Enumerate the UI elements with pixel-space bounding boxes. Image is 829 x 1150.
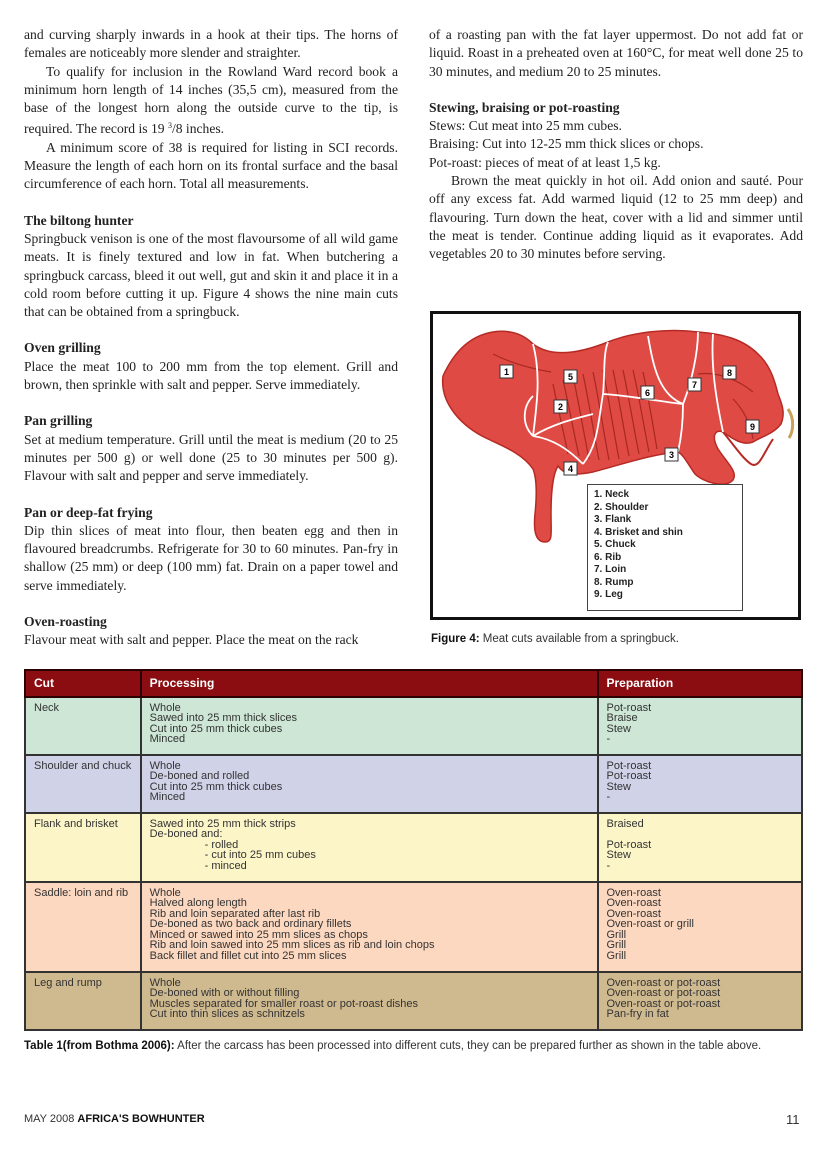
table-row (25, 755, 802, 813)
preparation-line: Braised (606, 817, 644, 830)
braising-line: Braising: Cut into 12-25 mm thick slices or chops. (429, 136, 704, 152)
preparation-line: Grill (606, 939, 627, 951)
stews-line: Stews: Cut meat into 25 mm cubes. (429, 118, 622, 134)
processing-cell (141, 972, 598, 1030)
footer-date: MAY 2008 (24, 1113, 78, 1125)
processing-line: Whole (149, 976, 181, 989)
footer-publication (24, 1113, 205, 1125)
preparation-line: Stew (606, 722, 631, 735)
processing-line: Sawed into 25 mm thick strips (149, 817, 296, 830)
paragraph: Brown the meat quickly in hot oil. Add onion and sauté. Pour off any excess fat. Add warmed liquid (12 to 25 mm deep) and flavouring. Turn down the heat, cover with a lid and simmer until the meat is tender. Continue adding liquid as it evaporates. Add vegetables 20 to 30 minutes before serving. (429, 173, 803, 262)
processing-line: De-boned with or without filling (149, 987, 300, 999)
processing-line: Rib and loin sawed into 25 mm slices as rib and loin chops (149, 939, 435, 951)
processing-line: Sawed into 25 mm thick slices (149, 712, 297, 724)
figure-caption-label: Figure 4: (431, 633, 480, 645)
preparation-line: Oven-roast (606, 907, 661, 920)
table-row (25, 882, 802, 972)
paragraph: A minimum score of 38 is required for listing in SCI records. Measure the length of each horn on its frontal surface and the basal circumference of each horn. Total all measurements. (24, 139, 398, 192)
table-caption-text: After the carcass has been processed into different cuts, they can be prepared further as shown in the table above. (174, 1040, 762, 1052)
section-heading: Oven-roasting (24, 614, 107, 630)
processing-line: Whole (149, 701, 181, 714)
preparation-line: Oven-roast or pot-roast (606, 976, 721, 989)
processing-line: Minced (149, 791, 186, 803)
preparation-line: Oven-roast or pot-roast (606, 987, 721, 999)
preparation-cell (598, 755, 803, 813)
section-heading: Stewing, braising or pot-roasting (429, 99, 620, 115)
processing-line: - minced (204, 859, 247, 872)
paragraph: Set at medium temperature. Grill until the meat is medium (20 to 25 minutes per 500 g) or well done (25 to 30 minutes per 500 g). Flavour with salt and pepper and serve immediately. (24, 431, 398, 484)
preparation-line: Oven-roast or pot-roast (606, 997, 721, 1010)
preparation-cell (598, 813, 803, 882)
preparation-line: Grill (606, 928, 627, 941)
processing-line: Muscles separated for smaller roast or pot-roast dishes (149, 997, 418, 1010)
processing-cell (141, 755, 598, 813)
figure-caption (431, 633, 679, 645)
preparation-line: Oven-roast or grill (606, 918, 694, 930)
cut-number: 2 (557, 402, 564, 412)
cut-cell: Leg and rump (25, 972, 141, 1030)
preparation-line: Stew (606, 849, 631, 861)
table-caption-label: Table 1(from Bothma 2006): (24, 1040, 175, 1052)
preparation-line: Oven-roast (606, 886, 661, 899)
column-header: Processing (141, 670, 598, 697)
legend-item: 1. Neck (594, 489, 630, 500)
paragraph: Place the meat 100 to 200 mm from the top element. Grill and brown, then sprinkle with salt and pepper. Serve immediately. (24, 358, 398, 393)
processing-line: Minced (149, 733, 186, 745)
figure-caption-text: Meat cuts available from a springbuck. (479, 633, 679, 645)
legend-item: 6. Rib (594, 551, 622, 563)
cut-number: 9 (749, 422, 756, 432)
preparation-cell (598, 697, 803, 755)
legend-item: 2. Shoulder (594, 501, 649, 513)
processing-line: De-boned and rolled (149, 770, 250, 782)
section-heading: The biltong hunter (24, 212, 134, 228)
processing-line: Rib and loin separated after last rib (149, 907, 321, 920)
preparation-line: Pot-roast (606, 838, 652, 851)
legend-item: 3. Flank (594, 514, 632, 525)
processing-line: Back fillet and fillet cut into 25 mm slices (149, 949, 347, 962)
processing-line: Cut into 25 mm thick cubes (149, 780, 283, 793)
processing-line: De-boned as two back and ordinary fillets (149, 918, 352, 930)
paragraph (24, 63, 398, 139)
cut-cell: Neck (25, 697, 141, 755)
paragraph: Flavour meat with salt and pepper. Place the meat on the rack (24, 632, 359, 648)
springbuck-cuts-figure (430, 311, 801, 620)
footer-magazine: AFRICA'S BOWHUNTER (77, 1113, 205, 1125)
preparation-line: Braise (606, 712, 638, 724)
column-header: Preparation (598, 670, 803, 697)
preparation-line: - (606, 859, 611, 872)
preparation-line: Pot-roast (606, 770, 652, 782)
legend-item: 7. Loin (594, 564, 627, 575)
cut-number: 8 (726, 368, 733, 378)
preparation-cell (598, 882, 803, 972)
preparation-line: Pan-fry in fat (606, 1008, 669, 1020)
cut-number: 1 (503, 367, 510, 377)
cut-number: 5 (567, 372, 574, 382)
cut-number: 6 (644, 388, 651, 398)
processing-line: Halved along length (149, 897, 247, 909)
table-caption (24, 1037, 804, 1056)
right-column (429, 26, 803, 264)
preparation-line: - (606, 733, 611, 745)
paragraph: Springbuck venison is one of the most flavoursome of all wild game meats. It is finely textured and low in fat. When butchering a springbuck carcass, bleed it out well, gut and skin it and place it in a cold room before cutting it up. Figure 4 shows the nine main cuts that can be obtained from a springbuck. (24, 230, 398, 320)
column-header: Cut (25, 670, 141, 697)
table-row (25, 813, 802, 882)
processing-line: Whole (149, 886, 181, 899)
preparation-line: Pot-roast (606, 759, 652, 772)
legend-item: 5. Chuck (594, 539, 636, 550)
processing-line: Minced or sawed into 25 mm slices as chops (149, 928, 368, 941)
processing-cell (141, 882, 598, 972)
preparation-line: Oven-roast (606, 897, 661, 909)
cut-cell: Shoulder and chuck (25, 755, 141, 813)
cut-number: 7 (691, 380, 698, 390)
preparation-line: Stew (606, 780, 631, 793)
processing-line: - rolled (204, 838, 239, 851)
processing-cell (141, 697, 598, 755)
preparation-line: Grill (606, 949, 627, 962)
processing-line: De-boned and: (149, 828, 223, 840)
processing-line: Cut into thin slices as schnitzels (149, 1008, 305, 1020)
processing-cell (141, 813, 598, 882)
legend-item: 9. Leg (594, 589, 623, 600)
preparation-line (607, 829, 794, 840)
cut-cell: Flank and brisket (25, 813, 141, 882)
potroast-line: Pot-roast: pieces of meat of at least 1,5 kg. (429, 154, 661, 170)
preparation-line: - (606, 791, 611, 803)
section-heading: Oven grilling (24, 340, 101, 356)
left-column (24, 26, 398, 650)
paragraph: and curving sharply inwards in a hook at their tips. The horns of females are noticeably more slender and straighter. (24, 27, 398, 61)
legend-item: 8. Rump (594, 576, 634, 588)
cut-number: 4 (567, 464, 574, 474)
section-heading: Pan or deep-fat frying (24, 504, 153, 520)
fraction-superscript: 3 (167, 121, 172, 131)
preparation-cell (598, 972, 803, 1030)
paragraph: of a roasting pan with the fat layer uppermost. Do not add fat or liquid. Roast in a preheated oven at 160°C, for meat well done 25 to 30 minutes, and medium 20 to 25 minutes. (429, 27, 803, 79)
paragraph: Dip thin slices of meat into flour, then beaten egg and then in flavoured breadcrumbs. Refrigerate for 30 to 60 minutes. Pan-fry in shallow (25 mm) or deep (100 mm) fat. Drain on a paper towel and serve immediately. (24, 522, 398, 593)
preparation-line: Pot-roast (606, 701, 652, 714)
processing-line: Whole (149, 759, 181, 772)
fraction-text: /8 inches. (171, 121, 225, 137)
processing-line: Cut into 25 mm thick cubes (149, 722, 283, 735)
cut-cell: Saddle: loin and rib (25, 882, 141, 972)
figure-legend (587, 484, 743, 611)
rear-hoof (788, 409, 793, 438)
cut-number: 3 (668, 450, 675, 460)
processing-line: - cut into 25 mm cubes (204, 849, 316, 861)
table-header-row (25, 670, 802, 697)
section-heading: Pan grilling (24, 413, 93, 429)
table-row (25, 697, 802, 755)
legend-item: 4. Brisket and shin (594, 526, 683, 538)
table-row (25, 972, 802, 1030)
paragraph-text: To qualify for inclusion in the Rowland Ward record book a minimum horn length of 14 inches (35,5 cm), measured from the base of the longest horn along the outside curve to the tip, is required. The record is 19 (24, 63, 398, 137)
page-number: 11 (786, 1112, 800, 1127)
cuts-table (24, 669, 803, 1031)
